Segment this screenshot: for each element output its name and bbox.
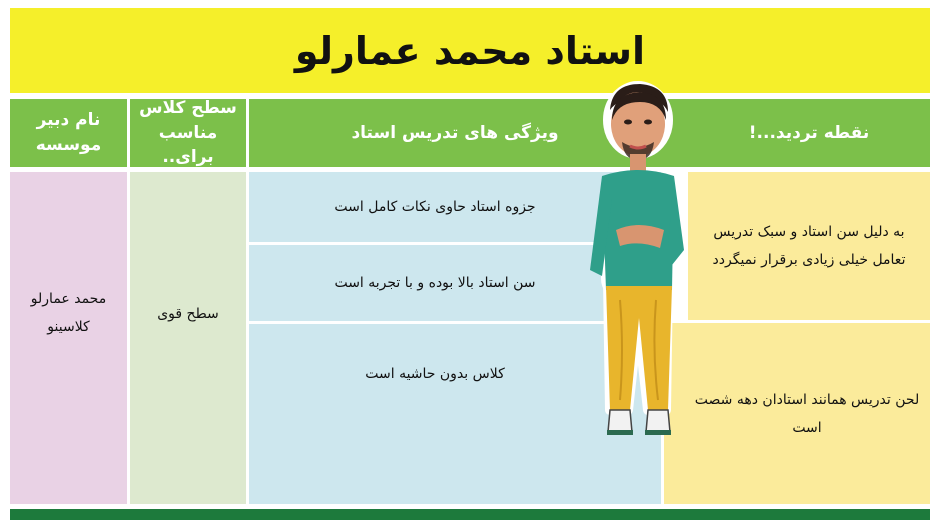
teacher-name: محمد عمارلو [30,291,107,307]
header-teacher-name: نام دبیر موسسه [10,99,127,167]
level-column [130,172,246,504]
feature-text: کلاس بدون حاشیه است [365,366,505,382]
doubt-row [664,323,930,504]
level-cell: سطح قوی [157,306,219,322]
header-doubt-point: نقطه تردید...! [688,99,930,167]
doubt-text: به دلیل سن استاد و سبک تدریس تعامل خیلی زیادی برقرار نمیگردد [712,224,906,268]
feature-text: جزوه استاد حاوی نکات کامل است [334,199,536,215]
header-class-level: سطح کلاس مناسب برای.. [130,99,246,167]
footer-bar [10,509,930,520]
teacher-cell [10,285,127,341]
page-title: استاد محمد عمارلو [294,28,646,73]
doubt-text: لحن تدریس همانند استادان دهه شصت است [694,391,920,436]
teacher-caricature [576,80,696,460]
teacher-institute: کلاسینو [47,319,90,335]
header-teaching-features: ویژگی های تدریس استاد [249,99,661,167]
feature-text: سن استاد بالا بوده و با تجربه است [334,275,536,291]
doubt-row [688,172,930,320]
